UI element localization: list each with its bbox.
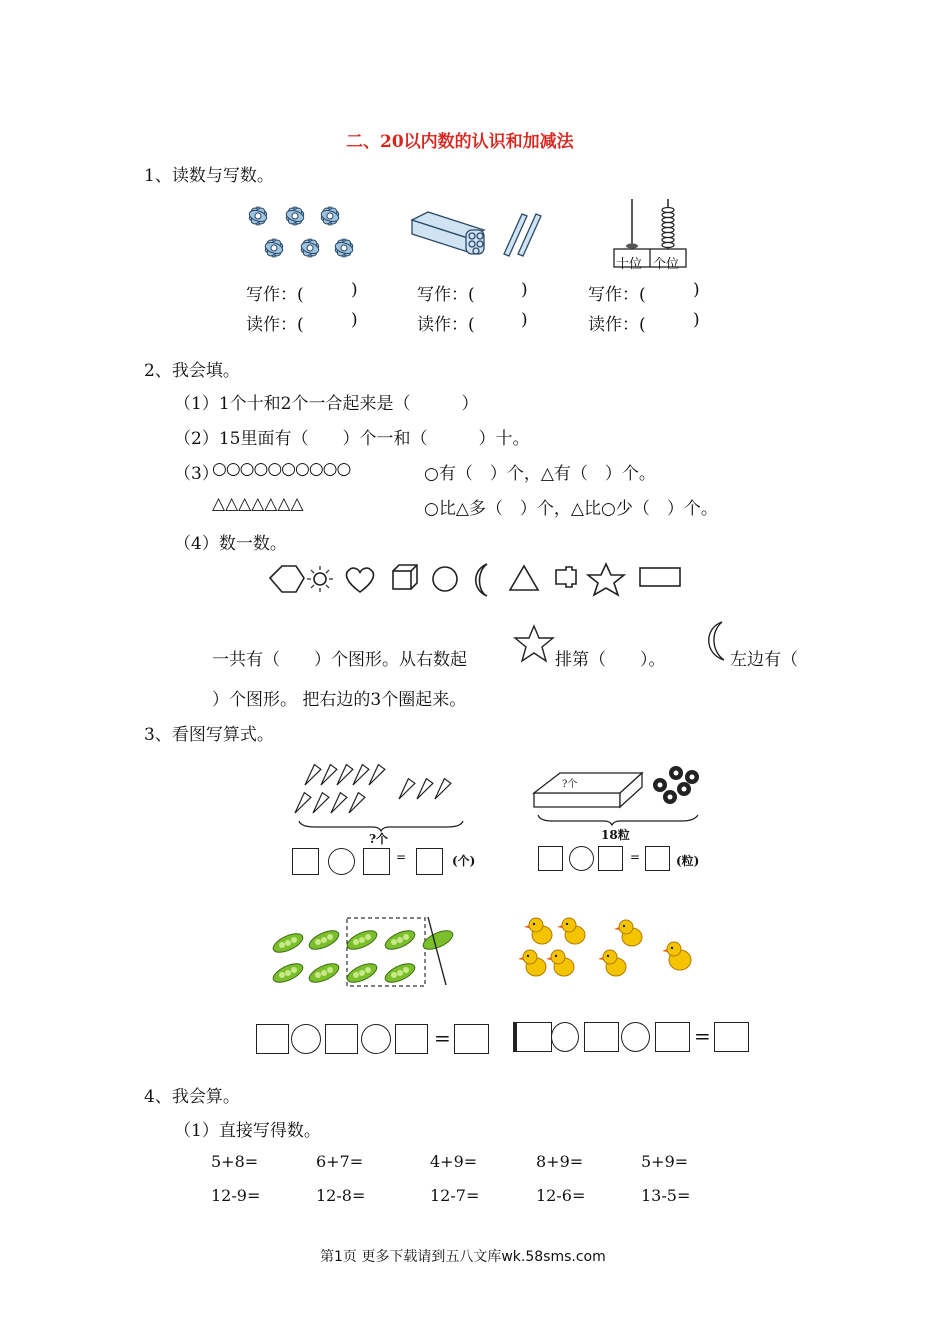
moon-shape bbox=[476, 564, 487, 596]
box-label: ?个 bbox=[562, 779, 578, 790]
circle-shape bbox=[433, 567, 457, 591]
q1-heading: 1、读数与写数。 bbox=[144, 166, 274, 186]
q2-item3-prefix: （3） bbox=[174, 464, 219, 484]
q2-item4: （4）数一数。 bbox=[174, 534, 287, 554]
stick-bundle-picture bbox=[408, 208, 553, 263]
hexagon-shape bbox=[270, 566, 304, 592]
count-text-c: 左边有（ bbox=[730, 650, 798, 670]
arith-item: 12-8= bbox=[316, 1186, 366, 1205]
operator-circle[interactable] bbox=[551, 1022, 579, 1052]
answer-box[interactable] bbox=[416, 848, 443, 875]
page-footer: 第1页 更多下载请到五八文库wk.58sms.com bbox=[320, 1249, 606, 1265]
arith-item: 12-7= bbox=[430, 1186, 480, 1205]
pea-pods-picture bbox=[270, 915, 455, 990]
beads-total-label: 18粒 bbox=[601, 828, 630, 842]
triangle-shape bbox=[510, 566, 538, 590]
beads-unit-label: (粒) bbox=[676, 854, 700, 868]
equals-sign: = bbox=[434, 1026, 451, 1050]
read-close-2: ) bbox=[521, 310, 528, 330]
arith-item: 5+9= bbox=[641, 1152, 689, 1171]
count-text-a: 一共有（ ）个图形。从右数起 bbox=[212, 650, 467, 670]
count-text-d: ）个图形。 把右边的3个圈起来。 bbox=[212, 690, 467, 710]
arith-item: 13-5= bbox=[641, 1186, 691, 1205]
operator-circle[interactable] bbox=[569, 846, 594, 871]
arith-item: 6+7= bbox=[316, 1152, 364, 1171]
read-close-3: ) bbox=[693, 310, 700, 330]
flowers-picture bbox=[240, 200, 365, 268]
write-label-2: 写作：( bbox=[417, 285, 475, 305]
rectangle-shape bbox=[640, 568, 680, 586]
arith-item: 8+9= bbox=[536, 1152, 584, 1171]
answer-box[interactable] bbox=[256, 1024, 289, 1054]
q4-sub1: （1）直接写得数。 bbox=[174, 1121, 321, 1141]
q2-item3-line2: ○比△多（ ）个，△比○少（ ）个。 bbox=[424, 499, 718, 519]
chicks-picture bbox=[520, 915, 700, 985]
answer-box[interactable] bbox=[363, 848, 390, 875]
write-close-1: ) bbox=[351, 280, 358, 300]
answer-box[interactable] bbox=[513, 1022, 552, 1052]
answer-box[interactable] bbox=[714, 1022, 749, 1052]
q2-item1: （1）1个十和2个一合起来是（ ） bbox=[174, 394, 479, 414]
arith-item: 4+9= bbox=[430, 1152, 478, 1171]
answer-box[interactable] bbox=[395, 1024, 428, 1054]
answer-box[interactable] bbox=[655, 1022, 690, 1052]
q2-item3-line1: ○有（ ）个，△有（ ）个。 bbox=[424, 464, 656, 484]
arith-item: 12-6= bbox=[536, 1186, 586, 1205]
read-close-1: ) bbox=[351, 310, 358, 330]
cross-shape bbox=[556, 567, 576, 587]
cube-shape bbox=[393, 565, 417, 589]
q2-item2: （2）15里面有（ ）个一和（ ）十。 bbox=[174, 429, 530, 449]
star-icon bbox=[512, 624, 556, 664]
answer-box[interactable] bbox=[598, 846, 623, 871]
q3-heading: 3、看图写算式。 bbox=[144, 725, 274, 745]
equals-sign: = bbox=[396, 850, 407, 864]
count-text-b: 排第（ ）。 bbox=[555, 650, 666, 670]
heart-shape bbox=[347, 568, 374, 592]
write-label-3: 写作：( bbox=[588, 285, 646, 305]
shapes-row bbox=[262, 562, 687, 602]
operator-circle[interactable] bbox=[291, 1024, 321, 1054]
star-shape bbox=[588, 564, 624, 595]
box-picture bbox=[530, 765, 710, 835]
triangle-row: △△△△△△△ bbox=[212, 494, 304, 514]
answer-box[interactable] bbox=[454, 1024, 489, 1054]
answer-box[interactable] bbox=[538, 846, 563, 871]
write-close-3: ) bbox=[693, 280, 700, 300]
sun-shape bbox=[307, 566, 333, 592]
place-ones-label: 个位 bbox=[653, 257, 680, 272]
equals-sign: = bbox=[630, 850, 641, 864]
arith-item: 12-9= bbox=[211, 1186, 261, 1205]
operator-circle[interactable] bbox=[328, 848, 355, 875]
carrots-picture bbox=[295, 755, 465, 830]
answer-box[interactable] bbox=[292, 848, 319, 875]
q2-heading: 2、我会填。 bbox=[144, 361, 240, 381]
read-label-3: 读作：( bbox=[588, 315, 646, 335]
q4-heading: 4、我会算。 bbox=[144, 1087, 240, 1107]
answer-box[interactable] bbox=[584, 1022, 619, 1052]
place-tens-label: 十位 bbox=[616, 257, 643, 272]
write-close-2: ) bbox=[521, 280, 528, 300]
equals-sign: = bbox=[694, 1024, 711, 1048]
moon-icon bbox=[700, 620, 730, 662]
carrot-total-label: ?个 bbox=[369, 832, 389, 846]
answer-box[interactable] bbox=[645, 846, 670, 871]
answer-box[interactable] bbox=[325, 1024, 358, 1054]
arith-item: 5+8= bbox=[211, 1152, 259, 1171]
page-title: 二、20以内数的认识和加减法 bbox=[346, 132, 574, 152]
read-label-2: 读作：( bbox=[417, 315, 475, 335]
write-label-1: 写作：( bbox=[246, 285, 304, 305]
circle-row: ○○○○○○○○○○ bbox=[212, 459, 351, 479]
carrot-unit-label: (个) bbox=[452, 854, 476, 868]
read-label-1: 读作：( bbox=[246, 315, 304, 335]
operator-circle[interactable] bbox=[361, 1024, 391, 1054]
operator-circle[interactable] bbox=[621, 1022, 650, 1052]
